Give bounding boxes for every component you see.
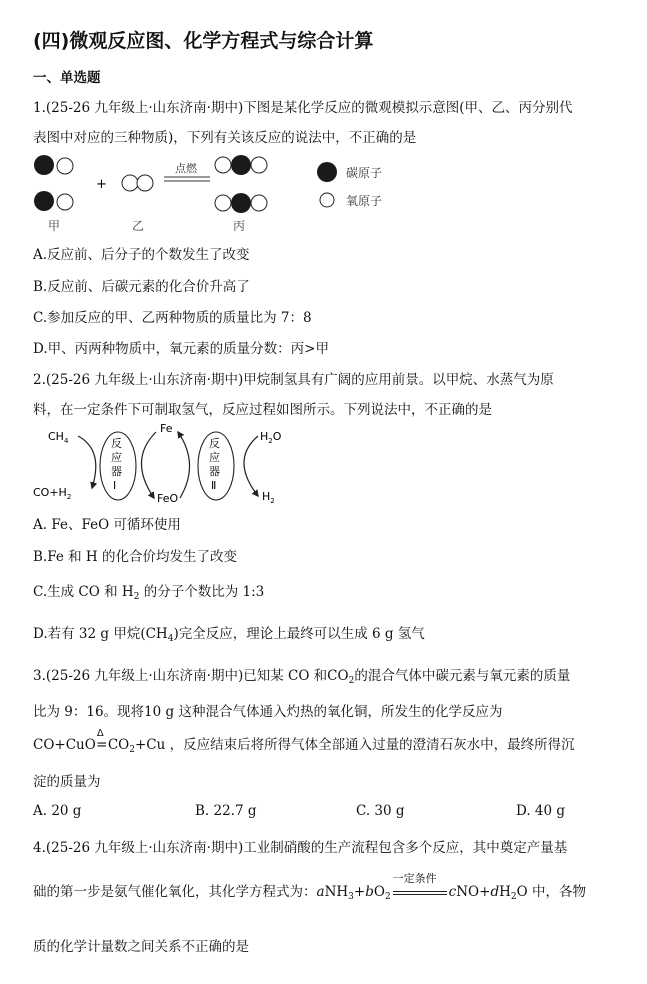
molecule-co-1 [34,155,73,175]
q1-option-a[interactable]: A.反应前、后分子的个数发生了改变 [33,247,250,263]
q2-option-c[interactable]: C.生成 CO 和 $H_2$ 的分子个数比为 1:3 [33,584,265,602]
arrow-h2o-to-h2 [244,436,258,496]
molecule-co2-2 [215,193,267,213]
q4-stem-line3: 质的化学计量数之间关系不正确的是 [33,939,249,955]
q1-molecule-diagram [30,148,400,236]
q2-stem-line1: 2.(25-26 九年级上·山东济南·期中)甲烷制氢具有广阔的应用前景。以甲烷、水蒸气为原 [33,372,554,388]
q1-option-c[interactable]: C.参加反应的甲、乙两种物质的质量比为 7：8 [33,310,312,326]
label-h2o: $H_2O$ [260,430,282,445]
molecule-co-2 [34,191,73,211]
legend-oxygen-label: 氧原子 [346,194,383,208]
q2-stem-line2: 料，在一定条件下可制取氢气，反应过程如图所示。下列说法中，不正确的是 [33,402,492,418]
legend-carbon-label: 碳原子 [346,166,383,180]
legend-oxygen-atom [320,193,334,207]
reactor-2-label-1: 反 [209,437,220,450]
q1-stem-line2: 表图中对应的三种物质)，下列有关该反应的说法中，不正确的是 [33,130,417,146]
label-feo: FeO [157,492,179,505]
page-title: (四)微观反应图、化学方程式与综合计算 [33,30,374,52]
label-bing: 丙 [233,219,246,233]
reactor-2-label-2: 应 [209,451,220,464]
reaction-condition-ignite: 点燃 [175,162,197,175]
q1-option-d[interactable]: D.甲、丙两种物质中，氧元素的质量分数：丙>甲 [33,341,329,357]
label-ch4: $CH_4$ [48,430,69,445]
q2-option-d[interactable]: D.若有 32 g 甲烷$(CH_4)$完全反应，理论上最终可以生成 6 g 氢气 [33,626,425,644]
q3-option-c[interactable]: C. 30 g [356,803,405,819]
q3-option-a[interactable]: A. 20 g [33,803,82,819]
label-jia: 甲 [48,219,61,233]
molecule-co2-1 [215,155,267,175]
plus-sign: + [96,177,107,192]
q3-stem-line1: 3.(25-26 九年级上·山东济南·期中)已知某 CO 和$CO_2$的混合气体中碳元素与氧元素的质量 [33,668,571,686]
q3-option-d[interactable]: D. 40 g [516,803,566,819]
section-heading: 一、单选题 [33,70,101,86]
q4-equation: $aNH_3+bO_2$ 一定条件 $cNO+dH_2O$ [316,872,528,902]
reactor-1-label-2: 应 [111,451,122,464]
q2-reaction-cycle-diagram [30,420,300,508]
q3-stem-line4: 淀的质量为 [33,774,101,790]
q1-stem-line1: 1.(25-26 九年级上·山东济南·期中)下图是某化学反应的微观模拟示意图(甲、乙、丙分别代 [33,100,573,116]
molecule-o2 [122,175,153,191]
q2-option-b[interactable]: B.Fe 和 H 的化合价均发生了改变 [33,549,237,565]
label-co-h2: $CO+H_2$ [33,486,72,501]
q4-condition: 一定条件 [392,872,437,885]
label-h2: $H_2$ [262,490,275,505]
q2-option-a[interactable]: A. Fe、FeO 可循环使用 [33,517,181,533]
label-yi: 乙 [132,219,145,233]
label-fe: Fe [160,422,173,435]
reactor-1-label-3: 器 [111,465,122,478]
reactor-1-label-4: Ⅰ [113,479,117,492]
arrow-feo-to-fe [178,432,190,498]
reactor-1-label-1: 反 [111,437,122,450]
q3-equation: CO+CuO Δ $=CO_2+Cu$ [33,728,166,755]
reactor-2-label-4: Ⅱ [211,479,217,492]
q3-option-b[interactable]: B. 22.7 g [195,803,257,819]
q4-stem-line2: 础的第一步是氨气催化氧化，其化学方程式为：$aNH_3+bO_2$ 一定条件 $cNO+dH_2O$ 中，各物 [33,872,586,902]
q1-option-b[interactable]: B.反应前、后碳元素的化合价升高了 [33,279,250,295]
reactor-2-label-3: 器 [209,465,220,478]
q3-stem-line2: 比为 9：16。现将10 g 这种混合气体通入灼热的氧化铜，所发生的化学反应为 [33,704,503,720]
arrow-ch4-to-co [78,436,96,488]
arrow-fe-to-feo [141,432,156,498]
legend-carbon-atom [317,162,337,182]
q3-stem-line3: CO+CuO Δ $=CO_2+Cu$ ，反应结束后将所得气体全部通入过量的澄清石灰水中，最终所得沉 [33,728,575,755]
heat-symbol: Δ [96,728,104,739]
q4-stem-line1: 4.(25-26 九年级上·山东济南·期中)工业制硝酸的生产流程包含多个反应，其中奠定产量基 [33,840,568,856]
